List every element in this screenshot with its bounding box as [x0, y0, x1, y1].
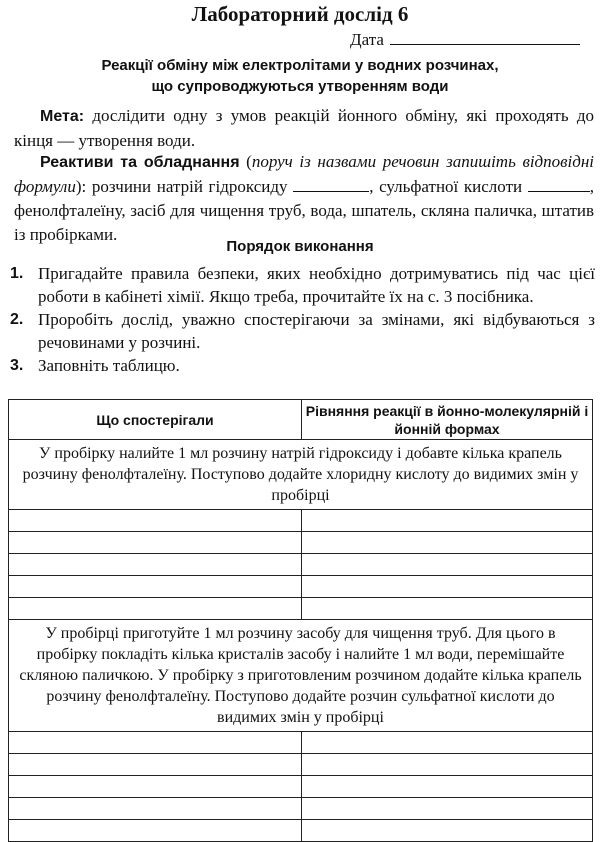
- observed-cell[interactable]: [9, 554, 302, 576]
- observed-cell[interactable]: [9, 732, 302, 754]
- procedure-step: [10, 354, 595, 377]
- step-number: 1.: [10, 265, 24, 282]
- reagents-note: поруч із назвами речовин запишіть відповідні формули: [14, 152, 594, 196]
- instruction-row: [9, 620, 593, 732]
- equation-cell[interactable]: [302, 754, 593, 776]
- reagents-paragraph: [14, 150, 594, 247]
- instruction-2: У пробірці приготуйте 1 мл розчину засобу для чищення труб. Для цього в пробірку покладіть кілька кристалів засобу і налийте 1 мл води, перемішайте скляною паличкою. У пробірку з приготовленим розчином додайте кілька крапель розчину фенолфталеїну. Поступово додайте розчин сульфатної кислоти до видимих змін у пробірці: [9, 620, 593, 732]
- observation-table: [8, 399, 593, 842]
- procedure-step: [10, 308, 595, 354]
- date-blank-line[interactable]: [390, 30, 580, 45]
- subtitle-line-1: Реакції обміну між електролітами у водних розчинах,: [101, 57, 499, 74]
- observed-cell[interactable]: [9, 798, 302, 820]
- reagents-paren-open: (: [239, 152, 252, 171]
- equation-cell[interactable]: [302, 576, 593, 598]
- equation-cell[interactable]: [302, 510, 593, 532]
- equation-cell[interactable]: [302, 776, 593, 798]
- step-text: Проробіть дослід, уважно спостерігаючи за змінами, які відбуваються з речовинами у розчині.: [38, 310, 595, 352]
- observed-cell[interactable]: [9, 576, 302, 598]
- equation-cell[interactable]: [302, 554, 593, 576]
- reagents-text-3: , фенолфталеїну, засіб для чищення труб, вода, шпатель, скляна паличка, штатив із пробірками.: [14, 177, 594, 244]
- table-row: [9, 510, 593, 532]
- reagents-label: Реактиви та обладнання: [40, 154, 240, 171]
- procedure-steps: [10, 262, 595, 377]
- goal-label: Мета:: [40, 108, 85, 125]
- table-row: [9, 820, 593, 842]
- observed-cell[interactable]: [9, 820, 302, 842]
- table-row: [9, 754, 593, 776]
- goal-paragraph: [14, 104, 594, 153]
- instruction-1: У пробірку налийте 1 мл розчину натрій гідроксиду і добавте кілька крапель розчину фенолфталеїну. Поступово додайте хлоридну кислоту до видимих змін у пробірці: [9, 440, 593, 510]
- table-row: [9, 732, 593, 754]
- step-text: Пригадайте правила безпеки, яких необхідно дотримуватись під час цієї роботи в кабінеті хімії. Якщо треба, прочитайте їх на с. 3 посібника.: [38, 264, 595, 306]
- date-field: [350, 30, 580, 50]
- reagents-text-2: , сульфатної кислоти: [369, 177, 528, 196]
- table-header-row: [9, 400, 593, 440]
- col-equation-header: Рівняння реакції в йонно-молекулярній і йонній формах: [302, 400, 593, 440]
- page-title: Лабораторний дослід 6: [191, 2, 409, 26]
- naoh-formula-blank[interactable]: [293, 177, 369, 192]
- reagents-text-1: ): розчини натрій гідроксиду: [75, 177, 294, 196]
- procedure-step: [10, 262, 595, 308]
- procedure-heading: Порядок виконання: [226, 238, 374, 255]
- equation-cell[interactable]: [302, 598, 593, 620]
- table-row: [9, 554, 593, 576]
- col-observed-header: Що спостерігали: [9, 400, 302, 440]
- table-row: [9, 532, 593, 554]
- table-row: [9, 576, 593, 598]
- observed-cell[interactable]: [9, 754, 302, 776]
- equation-cell[interactable]: [302, 798, 593, 820]
- table-row: [9, 798, 593, 820]
- observed-cell[interactable]: [9, 510, 302, 532]
- h2so4-formula-blank[interactable]: [528, 177, 590, 192]
- experiment-subtitle: [20, 55, 580, 97]
- observed-cell[interactable]: [9, 598, 302, 620]
- equation-cell[interactable]: [302, 532, 593, 554]
- observed-cell[interactable]: [9, 776, 302, 798]
- step-number: 3.: [10, 357, 24, 374]
- date-label: Дата: [350, 30, 384, 49]
- equation-cell[interactable]: [302, 732, 593, 754]
- step-text: Заповніть таблицю.: [38, 356, 180, 375]
- equation-cell[interactable]: [302, 820, 593, 842]
- observed-cell[interactable]: [9, 532, 302, 554]
- table-row: [9, 776, 593, 798]
- instruction-row: [9, 440, 593, 510]
- goal-text: дослідити одну з умов реакцій йонного обміну, які проходять до кінця — утворення води.: [14, 106, 594, 150]
- table-row: [9, 598, 593, 620]
- step-number: 2.: [10, 311, 24, 328]
- subtitle-line-2: що супроводжуються утворенням води: [151, 78, 449, 95]
